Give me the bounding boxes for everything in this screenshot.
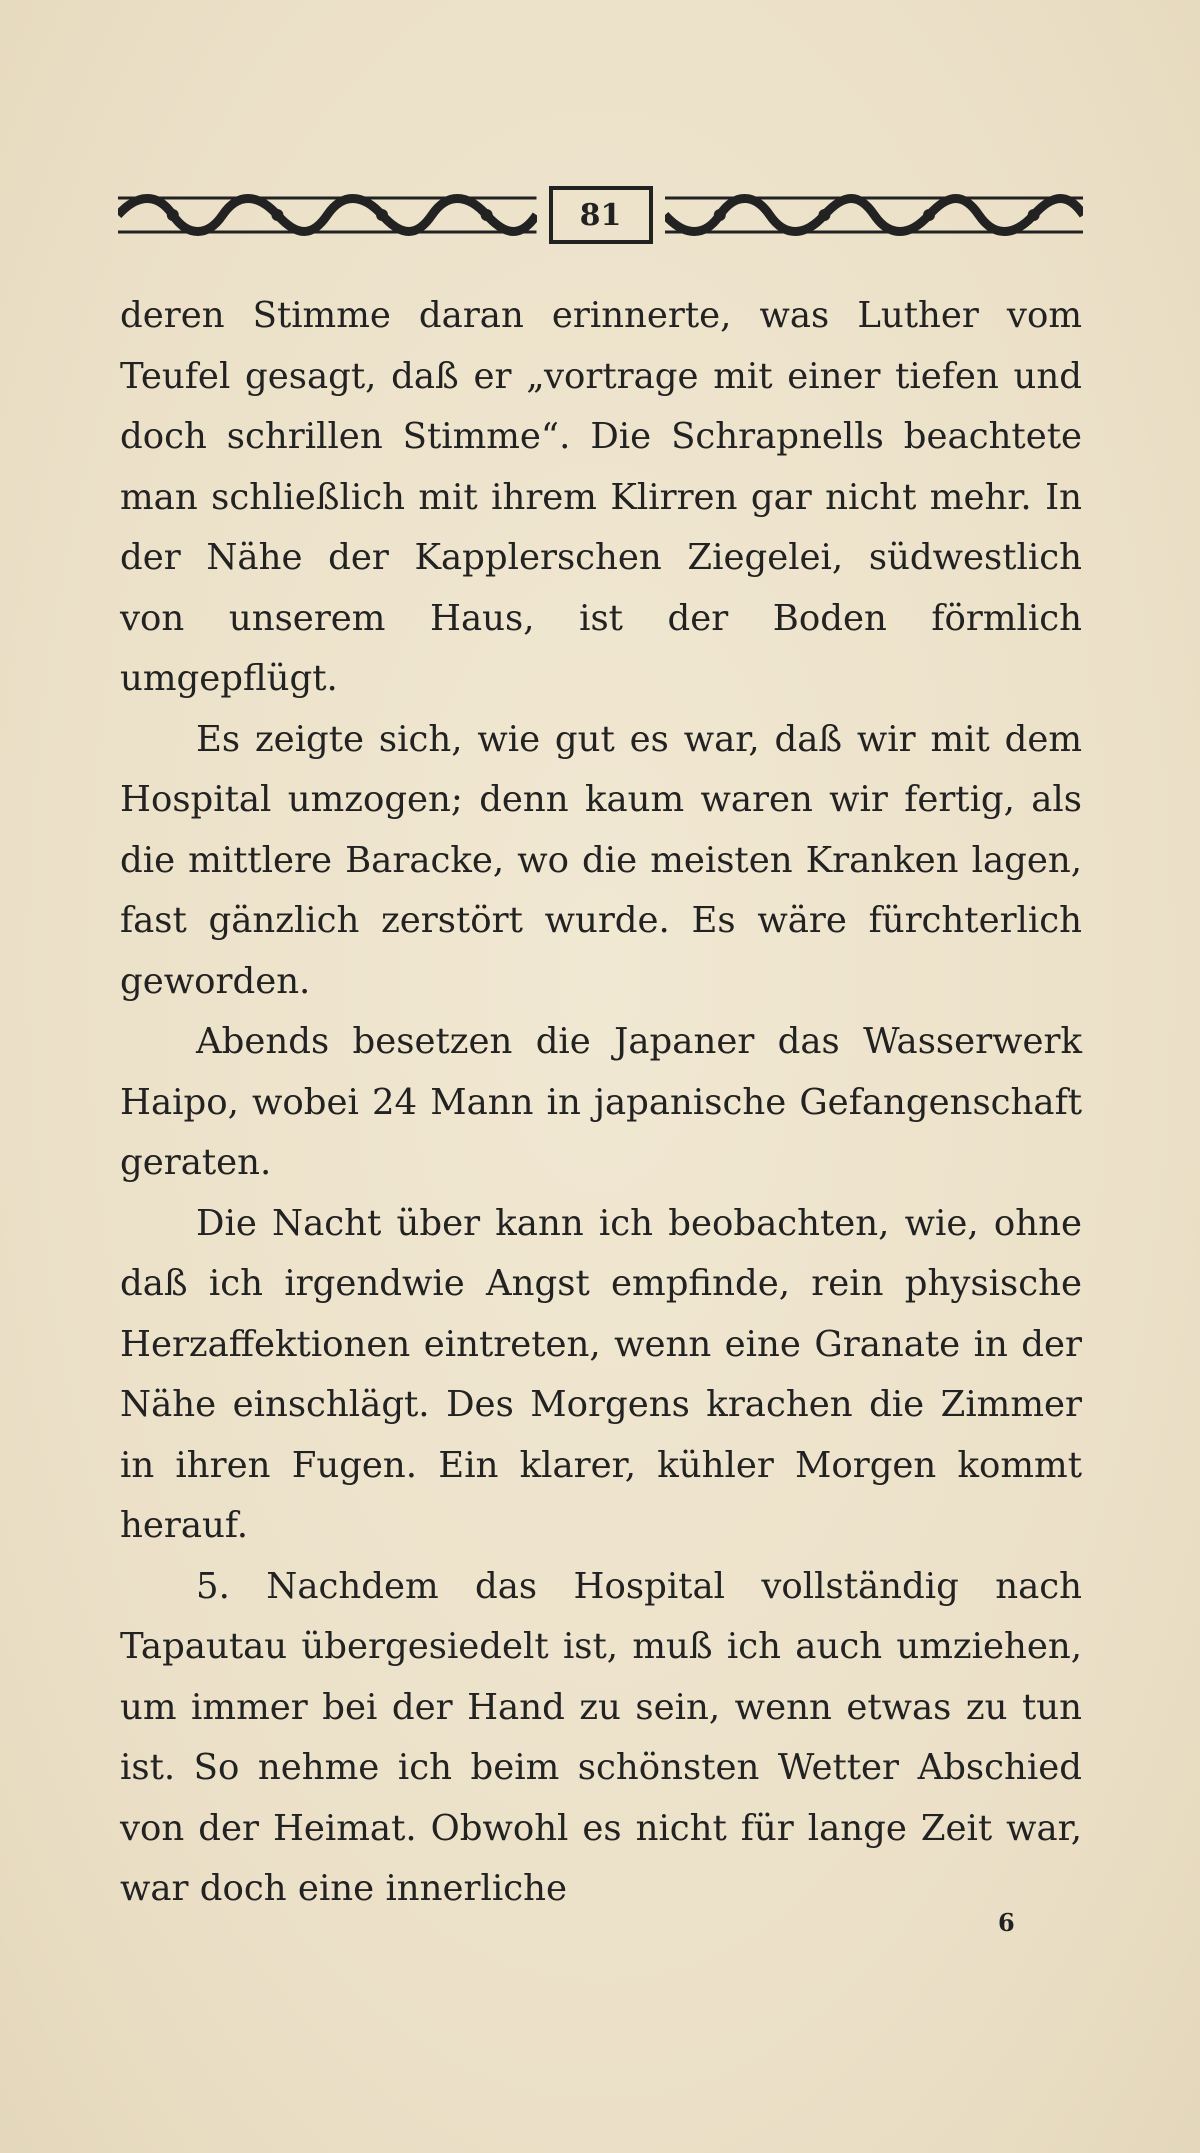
paragraph: Abends besetzen die Japaner das Wasserwerk Haipo, wobei 24 Mann in japanische Gefangenschaft geraten.	[120, 1021, 1082, 1183]
paragraph: Die Nacht über kann ich beobachten, wie, ohne daß ich irgendwie Angst empfinde, rein physische Herzaffektionen eintreten, wenn eine Granate in der Nähe einschlägt. Des Morgens krachen die Zimmer in ihren Fugen. Ein klarer, kühler Morgen kommt herauf.	[120, 1202, 1082, 1546]
paragraph: Es zeigte sich, wie gut es war, daß wir mit dem Hospital umzogen; denn kaum waren wir fertig, als die mittlere Baracke, wo die meisten Kranken lagen, fast gänzlich zerstört wurde. Es wäre fürchterlich geworden.	[120, 718, 1082, 1002]
paragraph: 5. Nachdem das Hospital vollständig nach Tapautau übergesiedelt ist, muß ich auch umziehen, um immer bei der Hand zu sein, wenn etwas zu tun ist. So nehme ich beim schönsten Wetter Abschied von der Heimat. Obwohl es nicht für lange Zeit war, war doch eine innerliche	[120, 1565, 1082, 1909]
paragraph: deren Stimme daran erinnerte, was Luther vom Teufel gesagt, daß er „vortrage mit einer tiefen und doch schrillen Stimme“. Die Schrapnells beachtete man schließlich mit ihrem Klirren gar nicht mehr. In der Nähe der Kapplerschen Ziegelei, südwestlich von unserem Haus, ist der Boden förmlich umgepflügt.	[120, 295, 1082, 699]
page-number: 81	[549, 186, 653, 244]
page-header	[118, 180, 1083, 250]
body-text	[120, 286, 1082, 1920]
signature-mark: 6	[998, 1908, 1015, 1937]
left-ornament-icon	[118, 188, 537, 242]
right-ornament-icon	[665, 188, 1084, 242]
